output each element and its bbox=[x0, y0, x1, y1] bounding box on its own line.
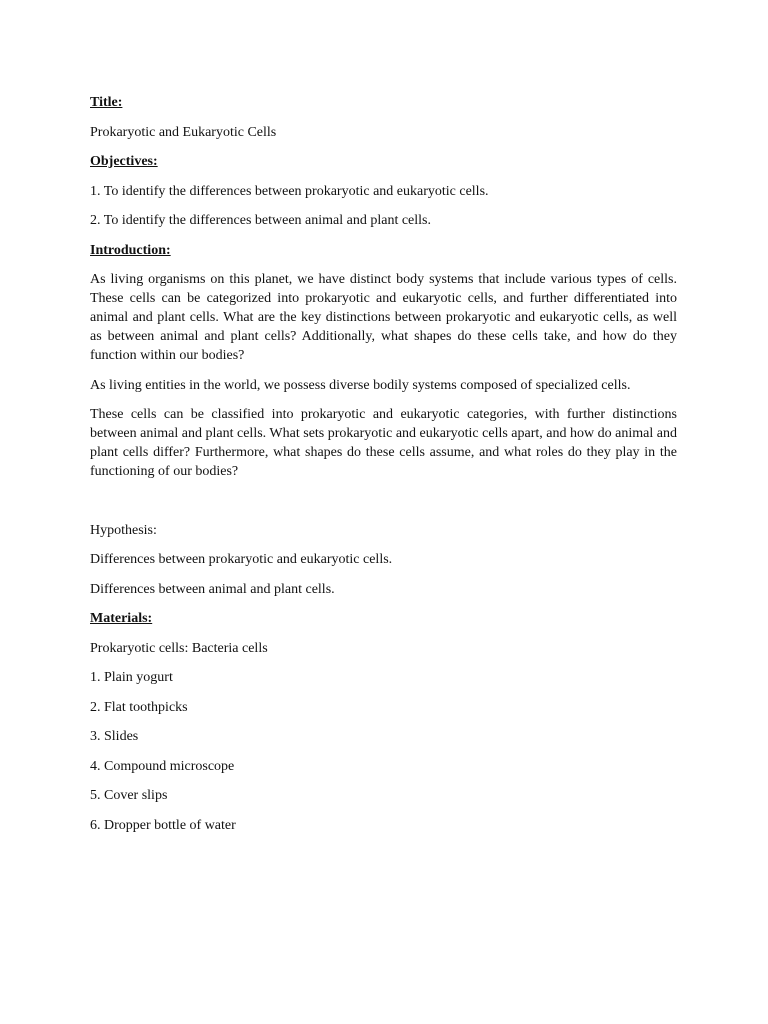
title-heading: Title: bbox=[90, 95, 123, 110]
objectives-heading: Objectives: bbox=[90, 154, 158, 169]
material-item: 6. Dropper bottle of water bbox=[90, 817, 236, 833]
hypothesis-heading: Hypothesis: bbox=[90, 522, 157, 538]
introduction-paragraph: As living organisms on this planet, we have distinct body systems that include various types of cells. These cells can be categorized into prokaryotic and eukaryotic cells, and further differentiated into animal and plant cells. What are the key distinctions between prokaryotic and eukaryotic cells, as well as between animal and plant cells? Additionally, what shapes do these cells take, and how do they function within our bodies? bbox=[90, 272, 677, 363]
material-item: 4. Compound microscope bbox=[90, 758, 235, 774]
hypothesis-item: Differences between prokaryotic and eukaryotic cells. bbox=[90, 552, 393, 567]
material-item: 1. Plain yogurt bbox=[90, 670, 173, 685]
material-item: 5. Cover slips bbox=[90, 788, 168, 803]
document-title: Prokaryotic and Eukaryotic Cells bbox=[90, 124, 277, 140]
introduction-heading: Introduction: bbox=[90, 242, 171, 258]
material-item: 2. Flat toothpicks bbox=[90, 699, 188, 715]
document-page bbox=[90, 93, 677, 845]
materials-subheading: Prokaryotic cells: Bacteria cells bbox=[90, 640, 268, 656]
material-item: 3. Slides bbox=[90, 729, 139, 744]
objective-item: 2. To identify the differences between animal and plant cells. bbox=[90, 213, 431, 228]
objective-item: 1. To identify the differences between prokaryotic and eukaryotic cells. bbox=[90, 183, 489, 199]
hypothesis-item: Differences between animal and plant cells. bbox=[90, 581, 335, 597]
materials-heading: Materials: bbox=[90, 611, 153, 626]
section-spacer bbox=[90, 492, 677, 521]
introduction-paragraph: These cells can be classified into prokaryotic and eukaryotic categories, with further distinctions between animal and plant cells. What sets prokaryotic and eukaryotic cells apart, and how do animal and plant cells differ? Furthermore, what shapes do these cells assume, and what roles do they play in the functioning of our bodies? bbox=[90, 407, 677, 479]
introduction-paragraph: As living entities in the world, we possess diverse bodily systems composed of specialized cells. bbox=[90, 377, 631, 393]
